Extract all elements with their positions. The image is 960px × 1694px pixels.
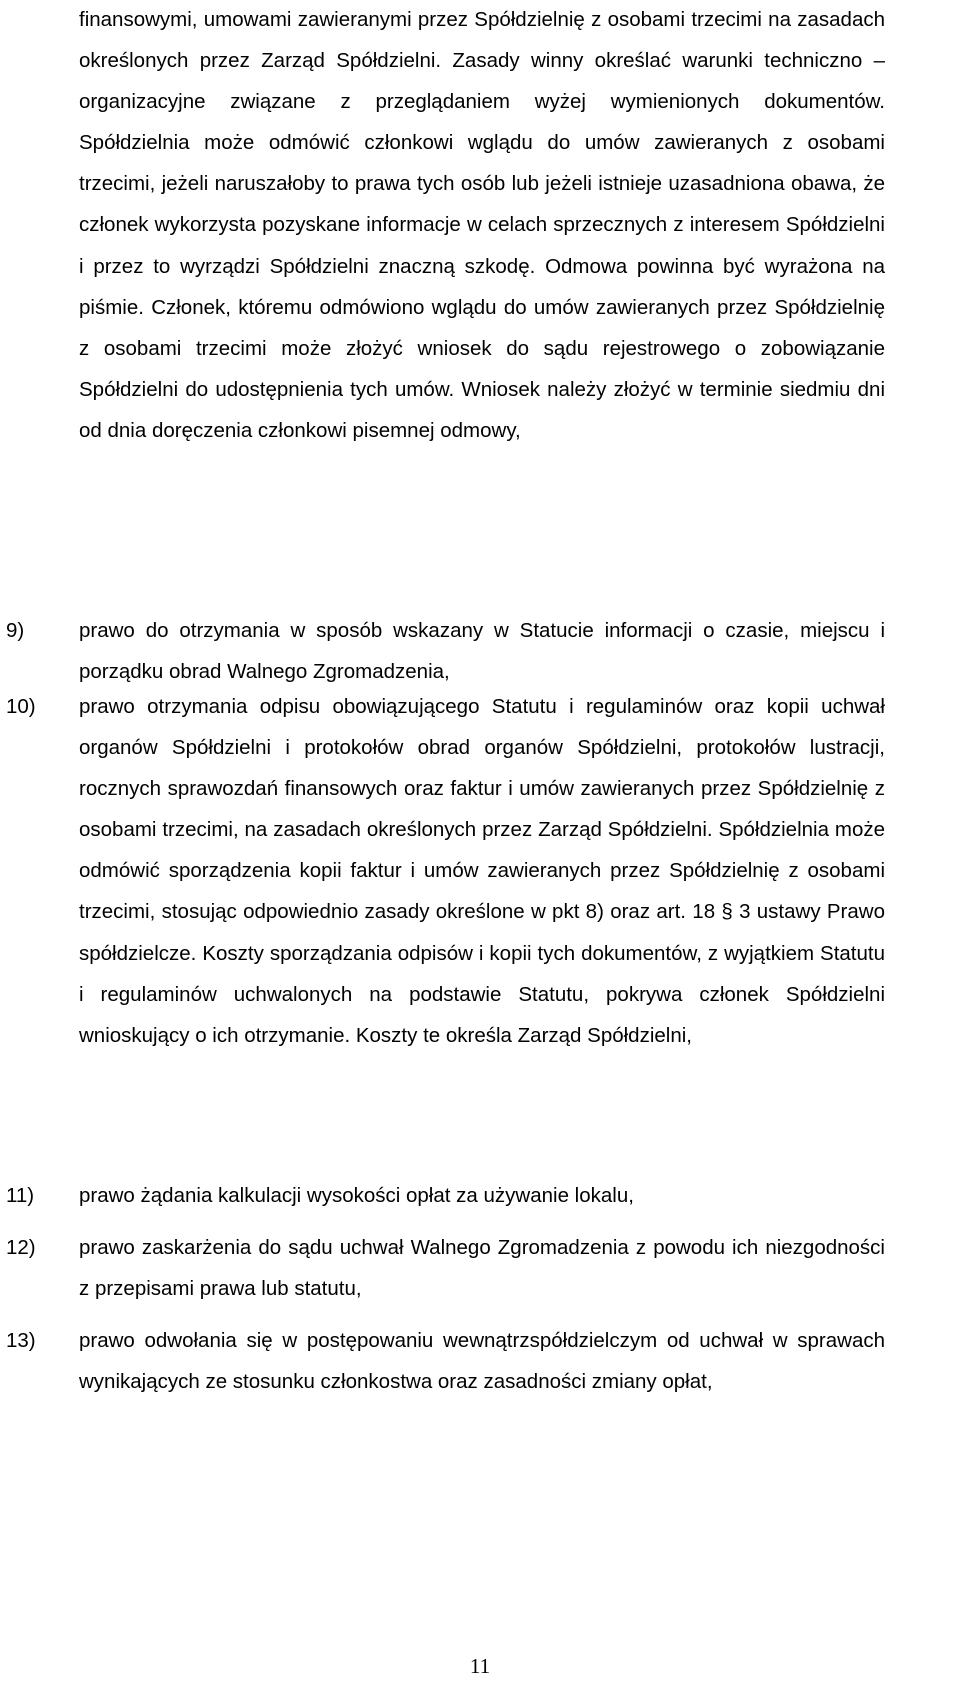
item-text: prawo zaskarżenia do sądu uchwał Walnego Zgromadzenia z powodu ich niezgodności z przepisami prawa lub statutu, bbox=[79, 1236, 885, 1301]
item-number: 9) bbox=[6, 619, 25, 642]
item-number: 11) bbox=[6, 1184, 35, 1207]
item-number: 10) bbox=[6, 695, 36, 718]
item-text: prawo żądania kalkulacji wysokości opłat za używanie lokalu, bbox=[79, 1184, 634, 1207]
continuation-paragraph: finansowymi, umowami zawieranymi przez Spółdzielnię z osobami trzecimi na zasadach określonych przez Zarząd Spółdzielni. Zasady winny określać warunki techniczno – organizacyjne związane z przeglądaniem wyżej wymienionych dokumentów. Spółdzielnia może odmówić członkowi wglądu do umów zawieranych z osobami trzecimi, jeżeli naruszałoby to prawa tych osób lub jeżeli istnieje uzasadniona obawa, że członek wykorzysta pozyskane informacje w celach sprzecznych z interesem Spółdzielni i przez to wyrządzi Spółdzielni znaczną szkodę. Odmowa powinna być wyrażona na piśmie. Członek, któremu odmówiono wglądu do umów zawieranych przez Spółdzielnię z osobami trzecimi może złożyć wniosek do sądu rejestrowego o zobowiązanie Spółdzielni do udostępnienia tych umów. Wniosek należy złożyć w terminie siedmiu dni od dnia doręczenia członkowi pisemnej odmowy, bbox=[79, 8, 885, 442]
item-text: prawo do otrzymania w sposób wskazany w Statucie informacji o czasie, miejscu i porządku obrad Walnego Zgromadzenia, bbox=[79, 619, 885, 684]
item-number: 13) bbox=[6, 1329, 36, 1352]
item-number: 12) bbox=[6, 1236, 36, 1259]
page-number: 11 bbox=[469, 1654, 491, 1678]
item-text: prawo odwołania się w postępowaniu wewnątrzspółdzielczym od uchwał w sprawach wynikających ze stosunku członkostwa oraz zasadności zmiany opłat, bbox=[79, 1329, 885, 1394]
item-text: prawo otrzymania odpisu obowiązującego Statutu i regulaminów oraz kopii uchwał organów Spółdzielni i protokołów obrad organów Spółdzielni, protokołów lustracji, rocznych sprawozdań finansowych oraz faktur i umów zawieranych przez Spółdzielnię z osobami trzecimi, na zasadach określonych przez Zarząd Spółdzielni. Spółdzielnia może odmówić sporządzenia kopii faktur i umów zawieranych przez Spółdzielnię z osobami trzecimi, stosując odpowiednio zasady określone w pkt 8) oraz art. 18 § 3 ustawy Prawo spółdzielcze. Koszty sporządzania odpisów i kopii tych dokumentów, z wyjątkiem Statutu i regulaminów uchwalonych na podstawie Statutu, pokrywa członek Spółdzielni wnioskujący o ich otrzymanie. Koszty te określa Zarząd Spółdzielni, bbox=[79, 695, 885, 1047]
